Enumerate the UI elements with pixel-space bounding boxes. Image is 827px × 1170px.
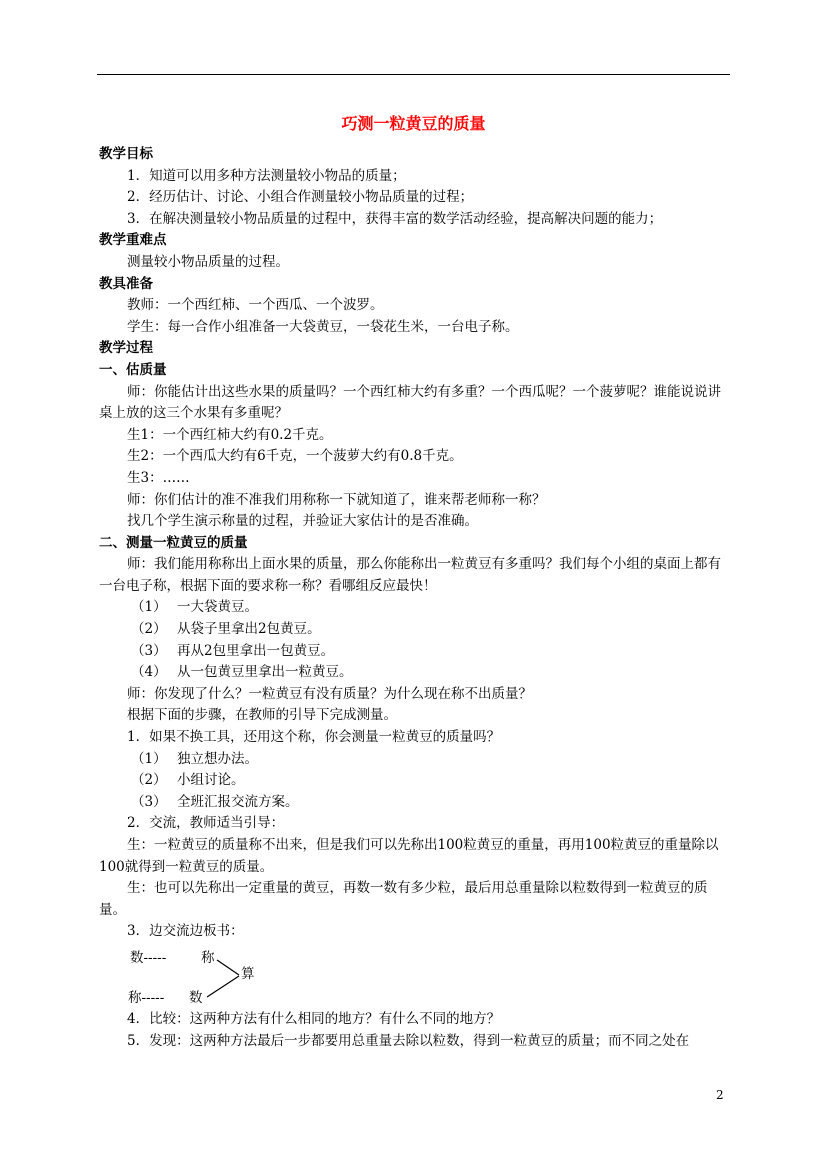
diagram-bottom-right: 数 [189,989,203,1006]
key-text: 测量较小物品质量的过程。 [127,253,289,270]
numbered-item: 3．边交流边板书： [127,923,244,940]
step-item: （2） 从袋子里拿出2包黄豆。 [131,621,321,638]
answer-line: 生：也可以先称出一定重量的黄豆，再数一数有多少粒，最后用总重量除以粒数得到一粒黄豆的质量。 [99,880,708,918]
goal-item: 2．经历估计、讨论、小组合作测量较小物品质量的过程； [127,189,474,206]
answer-line: 生：一粒黄豆的质量称不出来，但是我们可以先称出100粒黄豆的重量，再用100粒黄豆的重量除以100就得到一粒黄豆的质量。 [99,837,719,875]
tools-item: 学生：每一合作小组准备一大袋黄豆，一袋花生米，一台电子称。 [127,318,519,335]
diagram-result: 算 [241,965,255,982]
document-title: 巧测一粒黄豆的质量 [341,114,486,133]
goals-heading: 教学目标 [99,146,153,162]
question-line: 师：你发现了什么？一粒黄豆有没有质量？为什么现在称不出质量？ [127,685,532,702]
diagram-top-left: 数----- [130,949,167,966]
dialogue-line: 生2：一个西瓜大约有6千克，一个菠萝大约有0.8千克。 [127,448,463,465]
key-heading: 教学重难点 [99,232,167,249]
dialogue-line: 师：你能估计出这些水果的质量吗？一个西红柿大约有多重？一个西瓜呢？一个菠萝呢？谁能说说讲桌上放的这三个水果有多重呢？ [99,383,721,422]
dialogue-line: 生1：一个西红柿大约有0.2千克。 [127,426,333,443]
header-rule [97,74,730,75]
board-diagram [99,945,730,1007]
numbered-item: 4．比较：这两种方法有什么相同的地方？有什么不同的地方？ [127,1010,501,1027]
process-heading: 教学过程 [99,340,153,357]
numbered-item: 5．发现：这两种方法最后一步都要用总重量去除以粒数，得到一粒黄豆的质量；而不同之处在 [127,1032,690,1049]
document-body [99,144,730,1052]
tools-heading: 教具准备 [99,275,153,292]
step-item: （3） 再从2包里拿出一包黄豆。 [131,642,335,659]
diagram-connector-lines [99,945,269,1007]
dialogue-line: 找几个学生演示称量的过程，并验证大家估计的是否准确。 [127,513,478,530]
step-item: （1） 一大袋黄豆。 [131,599,258,616]
goal-item: 3．在解决测量较小物品质量的过程中，获得丰富的数学活动经验，提高解决问题的能力； [127,210,663,227]
diagram-top-right: 称 [201,949,215,966]
numbered-item: 2．交流，教师适当引导： [127,815,285,832]
part2-intro: 师：我们能用称称出上面水果的质量，那么你能称出一粒黄豆有多重吗？我们每个小组的桌面上都有一台电子称，根据下面的要求称一称？看哪组反应最快！ [99,556,721,594]
tools-item: 教师：一个西红柿、一个西瓜、一个波罗。 [127,297,384,314]
substep-item: （2） 小组讨论。 [131,772,245,789]
part1-heading: 一、估质量 [99,361,167,378]
page-number: 2 [716,1088,724,1102]
substep-item: （3） 全班汇报交流方案。 [131,793,299,810]
part2-heading: 二、测量一粒黄豆的质量 [99,534,248,551]
goal-item: 1．知道可以用多种方法测量较小物品的质量； [127,167,406,184]
substep-item: （1） 独立想办法。 [131,750,258,767]
dialogue-line: 师：你们估计的准不准我们用称称一下就知道了，谁来帮老师称一称？ [127,491,546,508]
dialogue-line: 生3：…… [127,469,190,486]
instruction-line: 根据下面的步骤，在教师的引导下完成测量。 [127,707,397,724]
step-item: （4） 从一包黄豆里拿出一粒黄豆。 [131,664,353,681]
numbered-item: 1．如果不换工具，还用这个称，你会测量一粒黄豆的质量吗？ [127,729,501,746]
diagram-bottom-left: 称----- [128,989,165,1006]
